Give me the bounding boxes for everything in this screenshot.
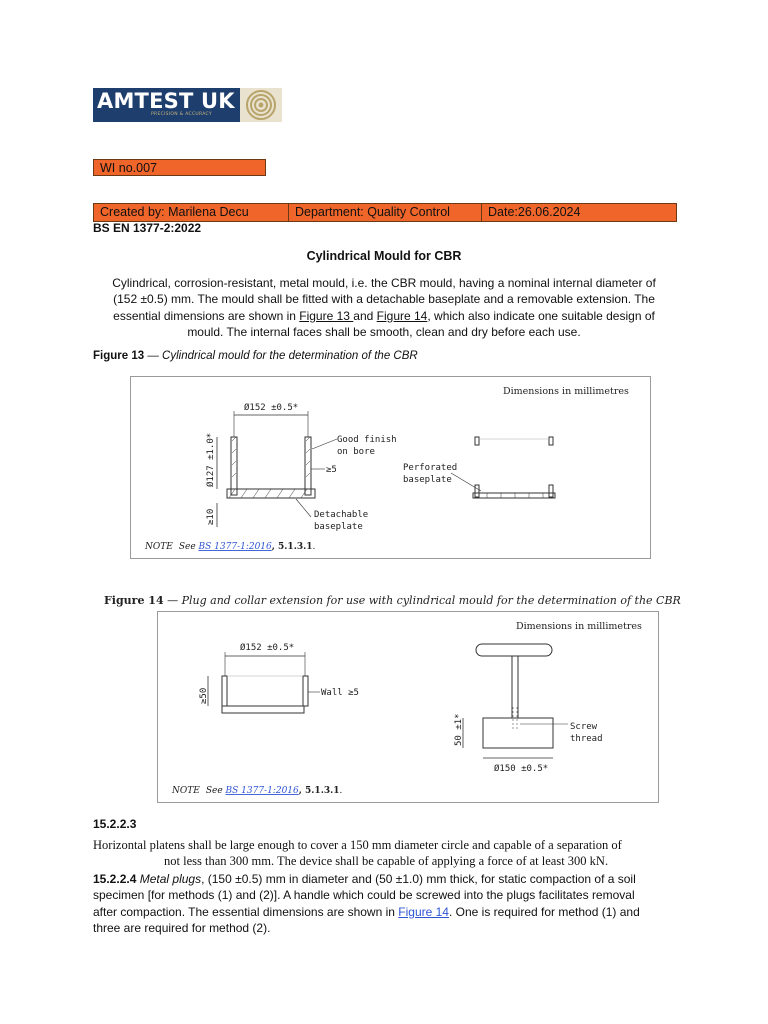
fig14-screw-2: thread [570,734,603,744]
figure-13-label: Figure 13 [93,350,145,362]
fig13-note-ref: , 5.1.3.1 [271,542,313,552]
fig14-plug-dia: Ø150 ±0.5* [494,764,549,774]
fig13-units: Dimensions in millimetres [503,386,629,397]
amtest-logo [93,88,282,122]
fig14-wall: Wall ≥5 [321,688,359,698]
date-cell: Date:26.06.2024 [488,205,581,219]
intro-and: and [353,308,377,323]
department-cell: Department: Quality Control [289,204,482,221]
clause-15224-number: 15.2.2.4 [93,872,140,886]
fig14-screw-1: Screw [570,722,598,732]
clause-15224-c: after compaction. The essential dimensions are shown in [93,904,399,919]
clause-15223-number: 15.2.2.3 [93,817,137,831]
intro-line-1: Cylindrical, corrosion-resistant, metal mould, i.e. the CBR mould, having a nominal internal diameter of [112,276,656,290]
figure-13-caption-text: — Cylindrical mould for the determination of the CBR [144,350,418,362]
intro-line-3 [93,308,675,324]
fig13-detachable-2: baseplate [314,522,363,532]
fig13-note-link: BS 1377-1:2016 [198,542,272,552]
logo-tagline: PRECISION & ACCURACY [151,112,212,117]
created-by-cell: Created by: Marilena Decu [94,204,289,221]
fig13-note [144,542,315,552]
fig14-note-end: . [339,786,343,796]
intro-text-cont: , which also indicate one suitable design of [427,308,655,323]
clause-15224 [93,871,675,937]
figure-13-svg [131,377,650,558]
clause-15224-term: Metal plugs [139,872,202,886]
figure-14-caption [104,594,681,607]
clause-15223-text [93,837,693,869]
fig13-perforated-2: baseplate [403,475,452,485]
fig13-ge5: ≥5 [326,465,337,475]
clause-15224-line-1 [93,871,675,887]
figure-13-link[interactable]: Figure 13 [299,308,354,323]
figure-14-link[interactable]: Figure 14 [376,308,428,323]
figure-14-svg [158,612,658,802]
fig14-note-ref: , 5.1.3.1 [298,786,340,796]
fig13-good-finish-2: on bore [337,447,375,457]
fig13-note-see: See [178,542,199,552]
clause-15224-line-4: three are required for method (2). [93,921,271,936]
fig14-note-link: BS 1377-1:2016 [225,786,299,796]
fig13-detachable-1: Detachable [314,510,369,520]
standard-reference: BS EN 1377-2:2022 [93,221,202,235]
fig14-note-label: NOTE [172,786,200,796]
clause-15223-line-2: not less than 300 mm. The device shall be capable of applying a force of at least 300 kN. [164,854,609,868]
logo-rings-icon [240,88,282,122]
fig14-note [171,786,342,796]
fig13-ge10-label: ≥10 [206,508,216,525]
figure-14-label: Figure 14 [104,594,164,607]
fig13-dia-label: Ø152 ±0.5* [244,403,299,413]
figure-14-drawing [157,611,659,803]
fig14-note-see: See [205,786,226,796]
intro-paragraph [93,275,675,341]
intro-text: essential dimensions are shown in [113,308,300,323]
section-title: Cylindrical Mould for CBR [306,249,462,263]
fig14-height-label: ≥50 [199,687,209,704]
clause-15224-line-3 [93,904,675,920]
clause-15224-line-2: specimen [for methods (1) and (2)]. A handle which could be screwed into the plugs facilitates removal [93,888,635,903]
figure-13-caption [93,350,418,362]
fig13-good-finish-1: Good finish [337,435,397,445]
header-info-row [93,203,677,222]
intro-line-2: (152 ±0.5) mm. The mould shall be fitted with a detachable baseplate and a removable extension. The [113,292,655,307]
figure-13-drawing [130,376,651,559]
fig13-height-label: Ø127 ±1.0* [206,432,216,487]
fig14-plug-height: 50 ±1* [454,713,464,746]
fig13-note-end: . [312,542,316,552]
wi-number-box: WI no.007 [93,159,266,176]
clause-15224-d: . One is required for method (1) and [448,904,640,919]
logo-text: AMTEST UK [97,89,235,113]
figure-14-caption-text: — Plug and collar extension for use with cylindrical mould for the determination of the CBR [163,594,681,607]
intro-line-4: mould. The internal faces shall be smooth, clean and dry before each use. [187,325,581,340]
clause-15223-line-1: Horizontal platens shall be large enough to cover a 150 mm diameter circle and capable of a separation of [93,838,622,852]
clause-15224-a: , (150 ±0.5) mm in diameter and (50 ±1.0) mm thick, for static compaction of a soil [201,872,636,886]
fig13-perforated-1: Perforated [403,463,458,473]
clause-15224-figure-14-link[interactable]: Figure 14 [398,904,449,919]
fig14-dia-label: Ø152 ±0.5* [240,643,295,653]
fig14-units: Dimensions in millimetres [516,621,642,632]
fig13-note-label: NOTE [145,542,173,552]
